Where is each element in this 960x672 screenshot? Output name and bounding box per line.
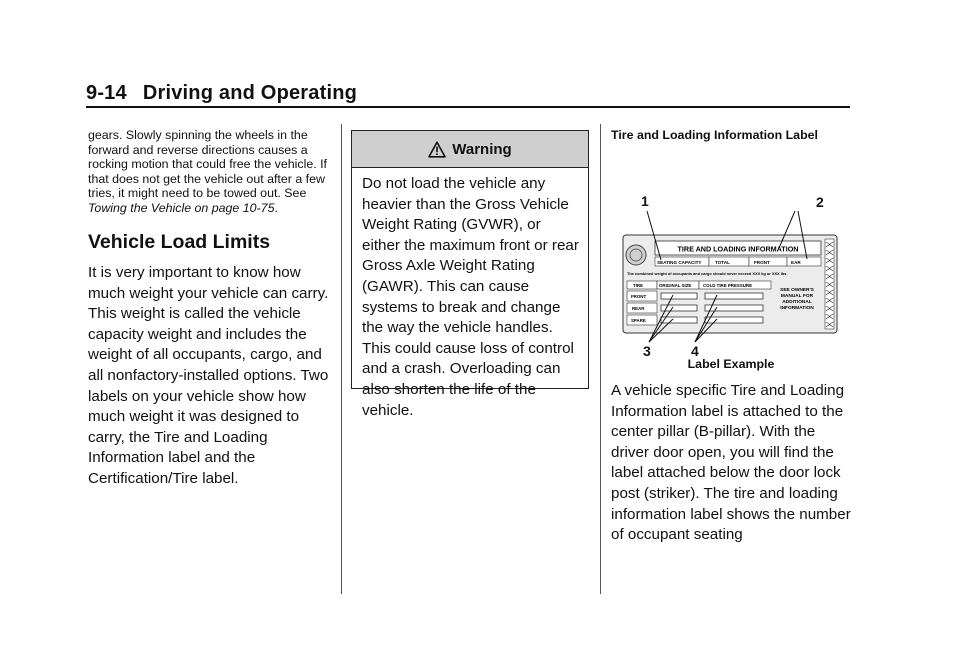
tire-loading-label-illustration bbox=[611, 149, 851, 349]
owners-manual-line-1: SEE OWNER'S bbox=[780, 288, 814, 293]
warning-header bbox=[352, 131, 588, 168]
towing-reference-link[interactable]: Towing the Vehicle on page 10-75 bbox=[88, 200, 275, 215]
owners-manual-line-2: MANUAL FOR bbox=[780, 294, 814, 299]
warning-text: Do not load the vehicle any heavier than the Gross Vehicle Weight Rating (GVWR), or either the maximum front or rear Gross Axle Weight Rating (GAWR). This can cause systems to break and change the way the vehicle handles. This could cause loss of control and a crash. Overloading can also shorten the life of the vehicle. bbox=[362, 175, 579, 419]
header-rule bbox=[86, 106, 850, 108]
tire-label-figure bbox=[611, 149, 851, 359]
column-divider-right bbox=[600, 124, 601, 594]
original-size-column-label: ORIGINAL SIZE bbox=[659, 283, 692, 288]
column-right bbox=[611, 128, 851, 546]
total-label: TOTAL bbox=[715, 260, 730, 265]
warning-triangle-icon bbox=[428, 141, 446, 158]
column-left bbox=[88, 128, 336, 490]
tire-label-paragraph: A vehicle specific Tire and Loading Information label is attached to the center pillar (B-pillar). With the driver door open, you will find the label attached below the door lock post (striker). The tire and loading information label shows the number of occupant seating bbox=[611, 382, 851, 544]
warning-box bbox=[351, 130, 589, 419]
column-divider-left bbox=[341, 124, 342, 594]
front-label: FRONT bbox=[754, 260, 770, 265]
callout-4: 4 bbox=[691, 343, 699, 359]
owners-manual-line-3: ADDITIONAL bbox=[782, 300, 812, 305]
figure-caption: Label Example bbox=[687, 357, 775, 371]
owners-manual-line-4: INFORMATION bbox=[780, 306, 814, 311]
row-spare-label: SPARE bbox=[631, 318, 646, 323]
page-header bbox=[86, 82, 357, 105]
section-title: Driving and Operating bbox=[142, 82, 358, 104]
row-rear-label: REAR bbox=[632, 306, 645, 311]
label-title: TIRE AND LOADING INFORMATION bbox=[677, 244, 799, 254]
row-front-label: FRONT bbox=[631, 294, 647, 299]
cold-pressure-column-label: COLD TIRE PRESSURE bbox=[703, 283, 753, 288]
combined-weight-text: The combined weight of occupants and cargo should never exceed XXX kg or XXX lbs. bbox=[627, 271, 788, 276]
page-number: 9-14 bbox=[86, 82, 127, 104]
emblem-icon bbox=[626, 245, 646, 265]
rear-label: EAR bbox=[791, 260, 801, 265]
seating-capacity-label: SEATING CAPACITY bbox=[657, 260, 702, 265]
callout-3: 3 bbox=[643, 343, 651, 359]
callout-1: 1 bbox=[641, 193, 649, 209]
tire-column-label: TIRE bbox=[633, 283, 644, 288]
section-heading: Vehicle Load Limits bbox=[88, 231, 271, 253]
figure-title: Tire and Loading Information Label bbox=[611, 128, 818, 142]
callout-2: 2 bbox=[816, 194, 824, 210]
warning-title: Warning bbox=[452, 140, 512, 158]
load-limits-paragraph: It is very important to know how much weight your vehicle can carry. This weight is called the vehicle capacity weight and includes the weight of all occupants, cargo, and all nonfactory-installed options. Two labels on your vehicle show how much weight it was designed to carry, the Tire and Loading Information label and the Certification/Tire label. bbox=[88, 264, 329, 487]
intro-text: gears. Slowly spinning the wheels in the forward and reverse directions causes a rocking motion that could free the vehicle. If that does not get the vehicle out after a few tries, it might need to be towed out. See Towing the Vehicle on page 10-75. bbox=[88, 128, 327, 215]
